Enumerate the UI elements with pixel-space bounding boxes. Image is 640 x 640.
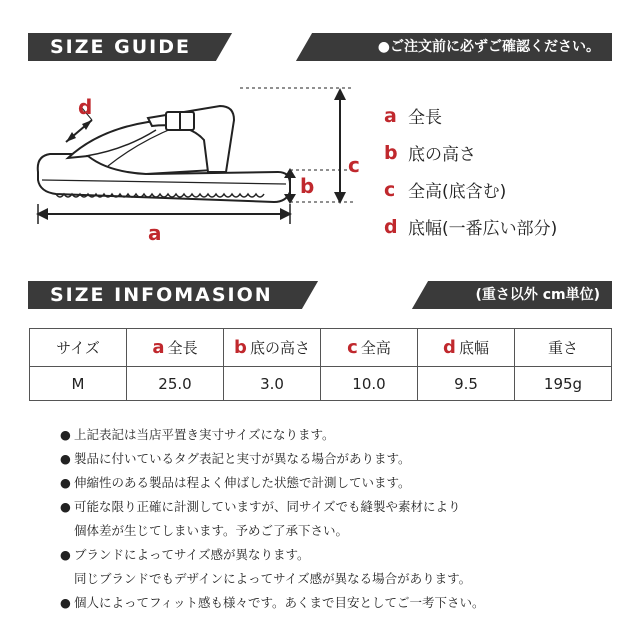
table-cell: 9.5 bbox=[418, 367, 515, 401]
legend-item-d bbox=[384, 208, 557, 245]
legend-text: 全高(底含む) bbox=[408, 182, 507, 202]
notes-list bbox=[60, 423, 620, 615]
note-text: 製品に付いているタグ表記と実寸が異なる場合があります。 bbox=[74, 451, 411, 466]
size-guide-title: SIZE GUIDE bbox=[50, 36, 191, 58]
header-cell-size bbox=[30, 329, 127, 367]
header-notch bbox=[302, 281, 428, 309]
header-text: サイズ bbox=[56, 339, 100, 357]
note-text: 可能な限り正確に計測していますが、同サイズでも縫製や素材により bbox=[74, 499, 461, 514]
table-cell: 25.0 bbox=[127, 367, 224, 401]
note-text: ブランドによってサイズ感が異なります。 bbox=[74, 547, 310, 562]
header-notch bbox=[216, 33, 312, 61]
header-letter: a bbox=[152, 337, 165, 358]
size-info-title: SIZE INFOMASION bbox=[50, 284, 273, 306]
header-letter: d bbox=[443, 337, 456, 358]
label-a: a bbox=[148, 221, 162, 245]
table-row bbox=[30, 367, 612, 401]
header-text: 底幅 bbox=[458, 339, 489, 357]
header-text: 全長 bbox=[167, 339, 198, 357]
legend-item-c bbox=[384, 171, 557, 208]
sandal-diagram bbox=[28, 80, 368, 260]
legend-item-b bbox=[384, 134, 557, 171]
header-text: 重さ bbox=[547, 339, 578, 357]
size-guide-header bbox=[28, 33, 612, 61]
label-c: c bbox=[348, 153, 360, 177]
table-cell: 3.0 bbox=[224, 367, 321, 401]
header-cell-c bbox=[321, 329, 418, 367]
bullet-icon: ● bbox=[60, 499, 71, 514]
measurement-legend bbox=[384, 97, 557, 245]
header-text: 全高 bbox=[360, 339, 391, 357]
table-cell: 195g bbox=[515, 367, 612, 401]
bullet-icon: ● bbox=[60, 547, 71, 562]
bullet-icon: ● bbox=[60, 595, 71, 610]
note-item bbox=[60, 591, 620, 615]
header-cell-weight bbox=[515, 329, 612, 367]
legend-letter: b bbox=[384, 141, 398, 164]
header-cell-d bbox=[418, 329, 515, 367]
legend-text: 全長 bbox=[408, 108, 442, 128]
bullet-icon: ● bbox=[60, 451, 71, 466]
legend-text: 底幅(一番広い部分) bbox=[408, 219, 558, 239]
note-item bbox=[60, 471, 620, 495]
note-item bbox=[60, 423, 620, 447]
note-item bbox=[60, 543, 620, 591]
header-cell-a bbox=[127, 329, 224, 367]
size-info-note: (重さ以外 cm単位) bbox=[475, 287, 600, 303]
note-text: 個人によってフィット感も様々です。あくまで目安としてご一考下さい。 bbox=[74, 595, 485, 610]
legend-letter: a bbox=[384, 104, 397, 127]
header-text: 底の高さ bbox=[249, 339, 310, 357]
header-cell-b bbox=[224, 329, 321, 367]
note-item bbox=[60, 447, 620, 471]
header-letter: c bbox=[347, 337, 358, 358]
header-letter: b bbox=[234, 337, 247, 358]
note-text: 上記表記は当店平置き実寸サイズになります。 bbox=[74, 427, 335, 442]
legend-letter: c bbox=[384, 178, 396, 201]
table-header-row bbox=[30, 329, 612, 367]
bullet-icon: ● bbox=[60, 427, 71, 442]
note-item bbox=[60, 495, 620, 543]
label-d: d bbox=[78, 95, 93, 119]
size-guide-note: ●ご注文前に必ずご確認ください。 bbox=[377, 39, 600, 55]
table-cell: 10.0 bbox=[321, 367, 418, 401]
size-table bbox=[29, 328, 612, 401]
note-text: 伸縮性のある製品は程よく伸ばした状態で計測しています。 bbox=[74, 475, 411, 490]
note-text: 個体差が生じてしまいます。予めご了承下さい。 bbox=[74, 523, 349, 538]
label-b: b bbox=[300, 174, 315, 198]
legend-letter: d bbox=[384, 215, 398, 238]
bullet-icon: ● bbox=[60, 475, 71, 490]
note-text: 同じブランドでもデザインによってサイズ感が異なる場合があります。 bbox=[74, 571, 472, 586]
legend-item-a bbox=[384, 97, 557, 134]
legend-text: 底の高さ bbox=[408, 145, 476, 165]
size-info-header bbox=[28, 281, 612, 309]
table-cell: M bbox=[30, 367, 127, 401]
